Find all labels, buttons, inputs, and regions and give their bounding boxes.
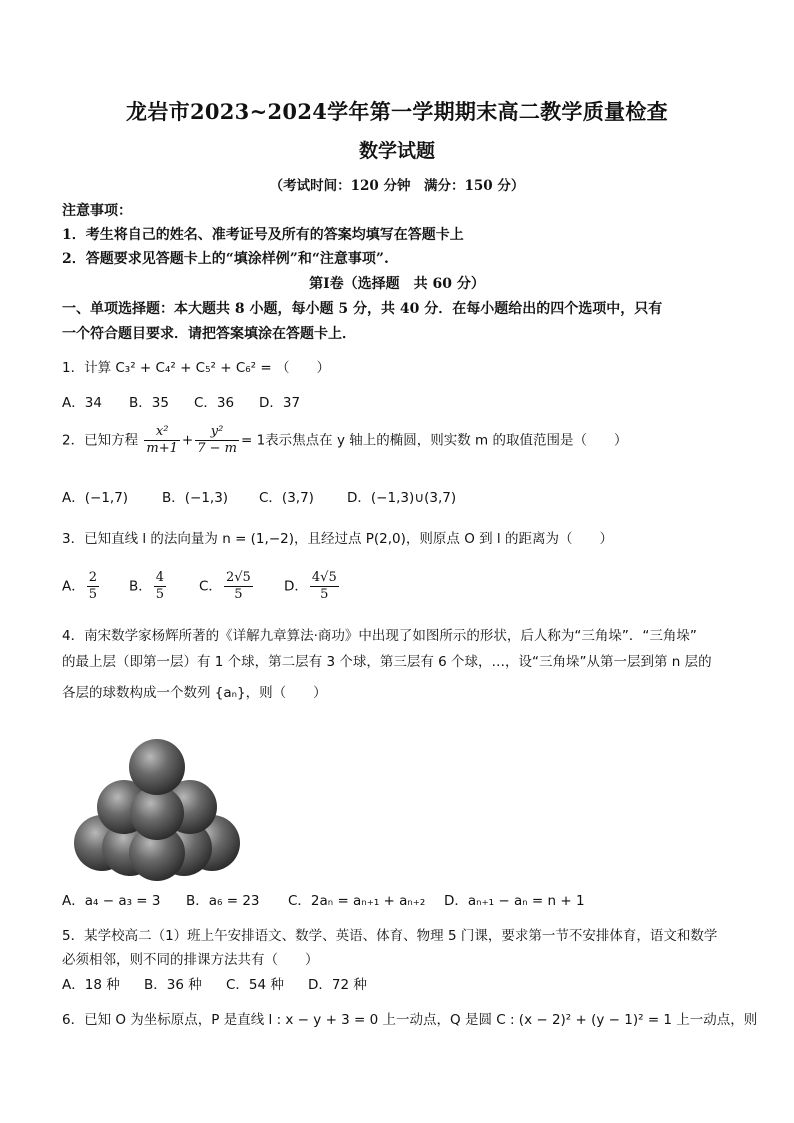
fraction-denominator: 5 [320,587,329,602]
question-3 [62,527,613,547]
option-d: D．(−1,3)∪(3,7) [347,490,457,506]
option-fraction [224,570,253,603]
question-2: 2．已知方程 $\frac{\text{x²}}{m+1}$ + $\frac{\text{y²}}{7 - m}$ = 1表示焦点在 y 轴上的椭圆，则实数 m 的取值范围是（ ） [62,424,628,456]
option-fraction [154,570,166,603]
question-5 [62,924,717,944]
question-stem: 已知直线 l 的法向量为 n = (1,−2)，且经过点 P(2,0)，则原点 O 到 l 的距离为（ ） [84,531,613,547]
option-b: B．35 [129,395,169,411]
note-item-2: 2．答题要求见答题卡上的“填涂样例”和“注意事项”. [62,251,389,267]
option-d: D．37 [259,395,301,411]
question-5-line2: 必须相邻，则不同的排课方法共有（ ） [62,952,319,968]
question-4-line2: 的最上层（即第一层）有 1 个球，第二层有 3 个球，第三层有 6 个球，…，设“三角垛”从第一层到第 n 层的 [62,654,712,670]
question-6 [62,1008,757,1028]
option-a: A．(−1,7) [62,490,129,506]
fraction-numerator: x² [144,424,180,441]
option-a [62,570,101,603]
option-fraction [87,570,99,603]
option-c: C．36 [194,395,235,411]
question-number: 6． [62,1012,85,1028]
fraction-denominator: 5 [88,587,98,602]
sphere-layer-top [129,739,185,795]
question-4-line3: 各层的球数构成一个数列 {aₙ}，则（ ） [62,685,327,701]
question-stem-suffix: = 1表示焦点在 y 轴上的椭圆，则实数 m 的取值范围是（ ） [240,432,628,449]
question-stem-line1: 南宋数学家杨辉所著的《详解九章算法·商功》中出现了如图所示的形状，后人称为“三角垛”．“三角垛” [84,628,697,644]
option-a: A．34 [62,395,102,411]
fraction-denominator: m+1 [146,441,178,456]
option-label: C． [199,578,222,595]
fraction-numerator: 2 [88,570,98,585]
question-stem-prefix: 已知方程 [84,432,139,449]
option-fraction [310,570,339,603]
stacked-spheres-icon [72,715,242,885]
question-stem-line1: 已知 O 为坐标原点，P 是直线 l : x − y + 3 = 0 上一动点，Q 是圆 C : (x − 2)² + (y − 1)² = 1 上一动点，则 [84,1012,758,1028]
fraction-numerator: 4 [155,570,165,585]
question-stem: 计算 C₃² + C₄² + C₅² + C₆² = （ ） [84,360,330,376]
option-label: D． [284,578,308,595]
exam-info: （考试时间：120 分钟 满分：150 分） [269,178,525,194]
question-stem-line1: 某学校高二（1）班上午安排语文、数学、英语、体育、物理 5 门课，要求第一节不安排体育，语文和数学 [84,928,718,944]
section-instruction-2: 一个符合题目要求．请把答案填涂在答题卡上． [62,326,356,342]
option-c: C．54 种 [226,977,284,993]
option-b [129,570,168,603]
fraction-denominator: 5 [155,587,165,602]
question-number: 2． [62,432,85,449]
option-label: B． [129,578,152,595]
fraction-denominator: 5 [234,587,243,602]
question-number: 4． [62,628,85,644]
question-1 [62,356,330,376]
notes-heading: 注意事项： [62,203,132,219]
fraction-y [195,424,239,457]
option-label: A． [62,578,85,595]
fraction-numerator: y² [195,424,239,441]
fraction-x [144,424,180,457]
option-c [199,570,255,603]
question-4 [62,624,697,644]
exam-title: 龙岩市2023~2024学年第一学期期末高二教学质量检查 [126,99,668,124]
question-number: 3． [62,531,85,547]
section-instruction-1: 一、单项选择题：本大题共 8 小题，每小题 5 分，共 40 分．在每小题给出的四个选项中，只有 [62,301,663,317]
exam-subtitle: 数学试题 [358,140,435,162]
section-title: 第Ⅰ卷（选择题 共 60 分） [309,276,485,292]
option-c: C．2aₙ = aₙ₊₁ + aₙ₊₂ [288,893,426,909]
question-number: 5． [62,928,85,944]
option-a: A．a₄ − a₃ = 3 [62,893,161,909]
question-number: 1． [62,360,85,376]
fraction-numerator: 2√5 [225,570,251,585]
option-d [284,570,341,603]
option-d: D．72 种 [308,977,367,993]
option-b: B．a₆ = 23 [186,893,260,909]
option-b: B．(−1,3) [162,490,229,506]
fraction-denominator: 7 − m [197,441,237,456]
option-a: A．18 种 [62,977,120,993]
fraction-numerator: 4√5 [311,570,337,585]
note-item-1: 1．考生将自己的姓名、准考证号及所有的答案均填写在答题卡上 [62,227,464,243]
option-d: D．aₙ₊₁ − aₙ = n + 1 [444,893,585,909]
option-c: C．(3,7) [259,490,314,506]
option-b: B．36 种 [144,977,202,993]
